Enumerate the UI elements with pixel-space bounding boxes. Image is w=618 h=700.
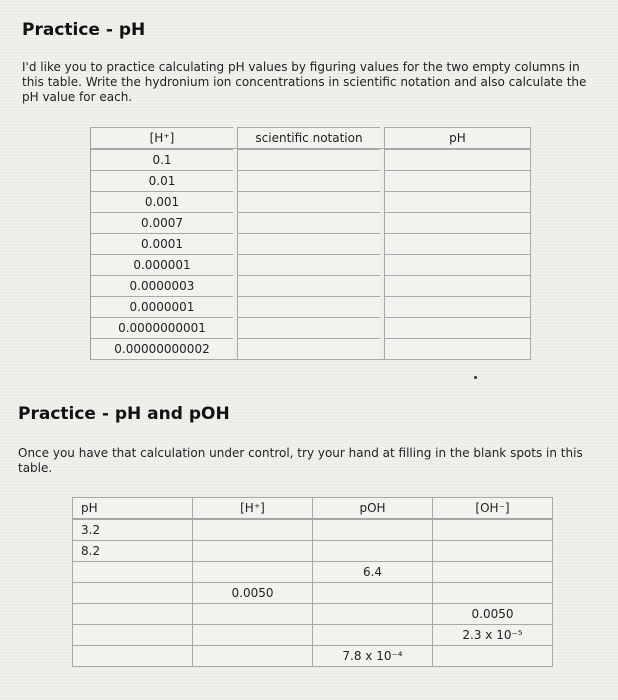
h-conc-cell: 0.0007 — [90, 212, 233, 233]
section2-instructions: Once you have that calculation under control, try your hand at filling in the blank spots in this table. — [18, 446, 583, 475]
ph-table-row — [90, 149, 531, 170]
ph-cell[interactable] — [384, 296, 531, 317]
ph-cell: 8.2 — [72, 540, 192, 561]
ph-table — [90, 127, 531, 360]
scientific-notation-cell[interactable] — [237, 254, 380, 275]
ph-cell: 3.2 — [72, 519, 192, 540]
ph-poh-table-row — [72, 519, 553, 540]
ph-table-row — [90, 170, 531, 191]
header-ph: pH — [72, 497, 192, 519]
scientific-notation-cell[interactable] — [237, 338, 380, 360]
h-conc-cell[interactable] — [192, 624, 312, 645]
ph-cell[interactable] — [72, 603, 192, 624]
h-conc-cell: 0.00000000002 — [90, 338, 233, 360]
ph-table-row — [90, 275, 531, 296]
ph-cell[interactable] — [384, 275, 531, 296]
h-conc-cell: 0.0000001 — [90, 296, 233, 317]
ph-poh-table-row — [72, 561, 553, 582]
scientific-notation-cell[interactable] — [237, 170, 380, 191]
poh-cell: 6.4 — [312, 561, 432, 582]
ph-table-header-row — [90, 127, 531, 149]
ph-table-row — [90, 212, 531, 233]
header-h-conc: [H⁺] — [90, 127, 233, 149]
ph-cell[interactable] — [384, 338, 531, 360]
scientific-notation-cell[interactable] — [237, 317, 380, 338]
ph-poh-table-row — [72, 645, 553, 667]
ph-cell[interactable] — [72, 645, 192, 667]
h-conc-cell: 0.1 — [90, 149, 233, 170]
scientific-notation-cell[interactable] — [237, 212, 380, 233]
ph-cell[interactable] — [384, 149, 531, 170]
h-conc-cell: 0.0001 — [90, 233, 233, 254]
oh-conc-cell[interactable] — [432, 540, 553, 561]
poh-cell[interactable] — [312, 540, 432, 561]
oh-conc-cell[interactable] — [432, 645, 553, 667]
h-conc-cell: 0.0000000001 — [90, 317, 233, 338]
poh-cell[interactable] — [312, 582, 432, 603]
section1-title: Practice - pH — [22, 20, 146, 40]
header-h-conc: [H⁺] — [192, 497, 312, 519]
ph-poh-table — [72, 497, 553, 667]
header-oh-conc: [OH⁻] — [432, 497, 553, 519]
ph-poh-table-row — [72, 540, 553, 561]
h-conc-cell[interactable] — [192, 519, 312, 540]
h-conc-cell: 0.01 — [90, 170, 233, 191]
h-conc-cell: 0.0000003 — [90, 275, 233, 296]
h-conc-cell[interactable] — [192, 603, 312, 624]
ph-poh-table-row — [72, 582, 553, 603]
ph-poh-table-header-row — [72, 497, 553, 519]
ph-table-row — [90, 338, 531, 360]
oh-conc-cell[interactable] — [432, 561, 553, 582]
header-scientific-notation: scientific notation — [237, 127, 380, 149]
h-conc-cell[interactable] — [192, 645, 312, 667]
header-ph: pH — [384, 127, 531, 149]
h-conc-cell[interactable] — [192, 540, 312, 561]
ph-table-row — [90, 296, 531, 317]
poh-cell[interactable] — [312, 603, 432, 624]
ph-cell[interactable] — [384, 191, 531, 212]
ph-cell[interactable] — [384, 233, 531, 254]
ph-table-row — [90, 191, 531, 212]
ph-cell[interactable] — [384, 212, 531, 233]
ph-cell[interactable] — [384, 254, 531, 275]
header-poh: pOH — [312, 497, 432, 519]
ph-table-row — [90, 317, 531, 338]
h-conc-cell: 0.000001 — [90, 254, 233, 275]
ph-cell[interactable] — [72, 624, 192, 645]
stray-mark — [474, 376, 477, 379]
oh-conc-cell: 2.3 x 10⁻⁵ — [432, 624, 553, 645]
scientific-notation-cell[interactable] — [237, 149, 380, 170]
ph-cell[interactable] — [384, 170, 531, 191]
scientific-notation-cell[interactable] — [237, 191, 380, 212]
ph-table-row — [90, 254, 531, 275]
scientific-notation-cell[interactable] — [237, 233, 380, 254]
h-conc-cell[interactable] — [192, 561, 312, 582]
h-conc-cell: 0.0050 — [192, 582, 312, 603]
h-conc-cell: 0.001 — [90, 191, 233, 212]
oh-conc-cell: 0.0050 — [432, 603, 553, 624]
scientific-notation-cell[interactable] — [237, 296, 380, 317]
ph-table-row — [90, 233, 531, 254]
section1-instructions: I'd like you to practice calculating pH values by figuring values for the two empty columns in this table. Write the hydronium ion concentrations in scientific notation and also calculate the pH value for each. — [22, 60, 587, 104]
scientific-notation-cell[interactable] — [237, 275, 380, 296]
ph-cell[interactable] — [384, 317, 531, 338]
poh-cell[interactable] — [312, 624, 432, 645]
oh-conc-cell[interactable] — [432, 519, 553, 540]
poh-cell: 7.8 x 10⁻⁴ — [312, 645, 432, 667]
ph-cell[interactable] — [72, 582, 192, 603]
ph-cell[interactable] — [72, 561, 192, 582]
section2-title: Practice - pH and pOH — [18, 404, 230, 424]
poh-cell[interactable] — [312, 519, 432, 540]
ph-poh-table-row — [72, 624, 553, 645]
ph-poh-table-row — [72, 603, 553, 624]
oh-conc-cell[interactable] — [432, 582, 553, 603]
